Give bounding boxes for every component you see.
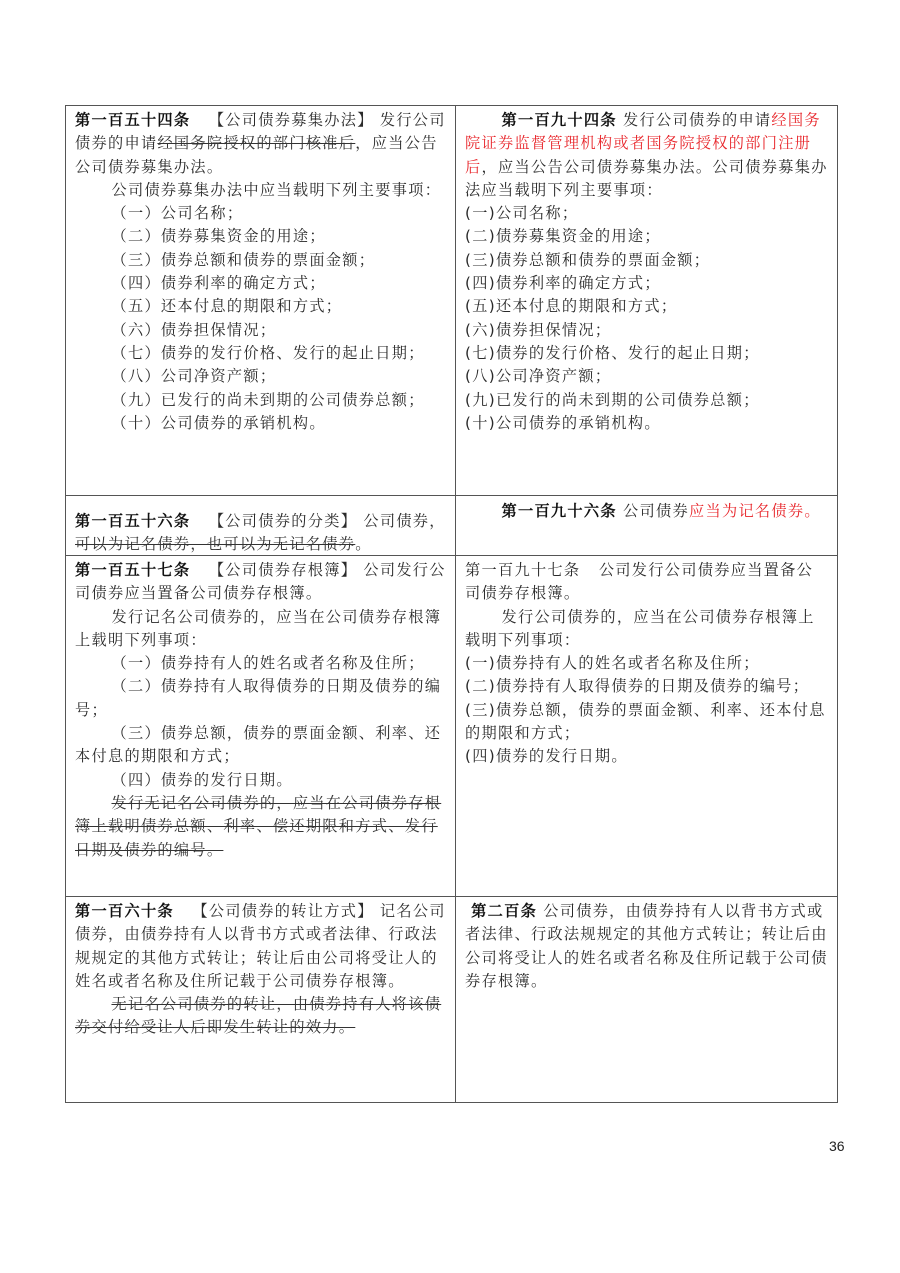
deleted-paragraph xyxy=(75,993,447,1040)
new-article-cell xyxy=(456,106,837,495)
text: 公司债券 xyxy=(623,502,689,520)
list-item: （十）公司债券的承销机构。 xyxy=(111,413,326,432)
list-item: (一)债券持有人的姓名或者名称及住所； xyxy=(465,654,760,673)
paragraph: 公司债券募集办法中应当载明下列主要事项： xyxy=(111,180,442,199)
page-number: 36 xyxy=(829,1138,845,1154)
paragraph xyxy=(75,109,447,179)
article-heading: 【公司债券存根簿】 xyxy=(208,561,358,579)
text: 公司发行公司债券应当置备公司债券存根簿。 xyxy=(465,561,814,603)
deleted-text: 发行无记名公司债券的，应当在公司债券存根簿上载明债券总额、利率、偿还期限和方式、发行日期及债券的编号。 xyxy=(75,793,442,859)
text: 公司发行公司债券应当置备公司债券存根簿。 xyxy=(75,561,446,603)
old-article-cell xyxy=(66,106,456,495)
paragraph xyxy=(465,109,829,202)
list-item: (三)债券总额和债券的票面金额； xyxy=(465,250,711,269)
paragraph: 发行公司债券的，应当在公司债券存根簿上载明下列事项： xyxy=(465,607,815,649)
text: 发行公司债券的申请 xyxy=(623,111,772,129)
table-row xyxy=(66,896,837,1102)
paragraph xyxy=(75,559,447,606)
comparison-table xyxy=(65,105,838,1103)
list-item: （六）债券担保情况； xyxy=(111,320,277,339)
deleted-paragraph xyxy=(75,792,447,862)
article-heading: 【公司债券的分类】 xyxy=(208,512,358,530)
added-text: 应当为记名债券。 xyxy=(688,502,821,520)
list-item: （九）已发行的尚未到期的公司债券总额； xyxy=(111,390,425,409)
paragraph xyxy=(465,559,829,606)
table-row xyxy=(66,555,837,896)
old-article-cell xyxy=(66,556,456,896)
text: ，应当公告公司债券募集办法。公司债券募集办法应当载明下列主要事项： xyxy=(465,157,828,199)
text: 。 xyxy=(355,535,372,554)
list-item: （五）还本付息的期限和方式； xyxy=(111,297,343,316)
list-item: (二)债券募集资金的用途； xyxy=(465,227,661,246)
list-item: (一)公司名称； xyxy=(465,204,579,223)
text: 公司债券，由债券持有人以背书方式或者法律、行政法规规定的其他方式转让；转让后由公司将受让人的姓名或者名称及住所记载于公司债券存根簿。 xyxy=(465,902,828,990)
article-number: 第一百九十六条 xyxy=(501,502,617,520)
list-item: (四)债券利率的确定方式； xyxy=(465,274,661,293)
article-number: 第一百九十七条 xyxy=(465,561,581,579)
new-article-cell xyxy=(456,897,837,1102)
paragraph: 发行记名公司债券的，应当在公司债券存根簿上载明下列事项： xyxy=(75,607,442,649)
list-item: (四)债券的发行日期。 xyxy=(465,747,628,766)
text: 公司债券， xyxy=(363,512,446,530)
table-row xyxy=(66,495,837,555)
paragraph xyxy=(75,900,447,993)
article-number: 第一百九十四条 xyxy=(501,111,617,129)
list-item: (六)债券担保情况； xyxy=(465,320,612,339)
article-number: 第二百条 xyxy=(471,902,538,920)
list-item: （一）债券持有人的姓名或者名称及住所； xyxy=(111,654,425,673)
deleted-text: 可以为记名债券，也可以为无记名债券 xyxy=(75,535,356,554)
list-item: （四）债券的发行日期。 xyxy=(111,770,293,789)
article-number: 第一百五十四条 xyxy=(75,111,191,129)
list-item: (五)还本付息的期限和方式； xyxy=(465,297,678,316)
old-article-cell xyxy=(66,496,456,555)
table-row xyxy=(66,106,837,495)
list-item: (二)债券持有人取得债券的日期及债券的编号； xyxy=(465,677,810,696)
list-item: （四）债券利率的确定方式； xyxy=(111,274,326,293)
list-item: (十)公司债券的承销机构。 xyxy=(465,413,661,432)
list-item: (八)公司净资产额； xyxy=(465,367,612,386)
article-heading: 【公司债券募集办法】 xyxy=(208,111,374,129)
new-article-cell xyxy=(456,496,837,555)
list-item: （八）公司净资产额； xyxy=(111,367,277,386)
article-number: 第一百五十七条 xyxy=(75,561,191,579)
article-number: 第一百六十条 xyxy=(75,902,174,920)
list-item: (三)债券总额，债券的票面金额、利率、还本付息的期限和方式； xyxy=(465,700,826,743)
list-item: (九)已发行的尚未到期的公司债券总额； xyxy=(465,390,760,409)
new-article-cell xyxy=(456,556,837,896)
text: 发行公司债券的申请 xyxy=(75,111,446,153)
paragraph xyxy=(75,510,447,557)
article-number: 第一百五十六条 xyxy=(75,512,191,530)
old-article-cell xyxy=(66,897,456,1102)
list-item: （七）债券的发行价格、发行的起止日期； xyxy=(111,343,425,362)
deleted-text: 无记名公司债券的转让，由债券持有人将该债券交付给受让人后即发生转让的效力。 xyxy=(75,995,442,1037)
text: 记名公司债券，由债券持有人以背书方式或者法律、行政法规规定的其他方式转让；转让后由公司将受让人的姓名或者名称及住所记载于公司债券存根簿。 xyxy=(75,902,446,990)
list-item: （二）债券募集资金的用途； xyxy=(111,227,326,246)
list-item: (七)债券的发行价格、发行的起止日期； xyxy=(465,343,760,362)
deleted-text: 经国务院授权的部门核准后 xyxy=(157,134,356,153)
text: ，应当公告公司债券募集办法。 xyxy=(75,134,438,176)
added-text: 经国务院证券监督管理机构或者国务院授权的部门注册后 xyxy=(465,111,821,176)
article-heading: 【公司债券的转让方式】 xyxy=(192,902,374,920)
list-item: （三）债券总额和债券的票面金额； xyxy=(111,250,376,269)
list-item: （二）债券持有人取得债券的日期及债券的编号； xyxy=(75,677,442,719)
list-item: （一）公司名称； xyxy=(111,204,244,223)
paragraph xyxy=(465,900,829,993)
paragraph xyxy=(465,500,829,523)
list-item: （三）债券总额，债券的票面金额、利率、还本付息的期限和方式； xyxy=(75,724,442,766)
